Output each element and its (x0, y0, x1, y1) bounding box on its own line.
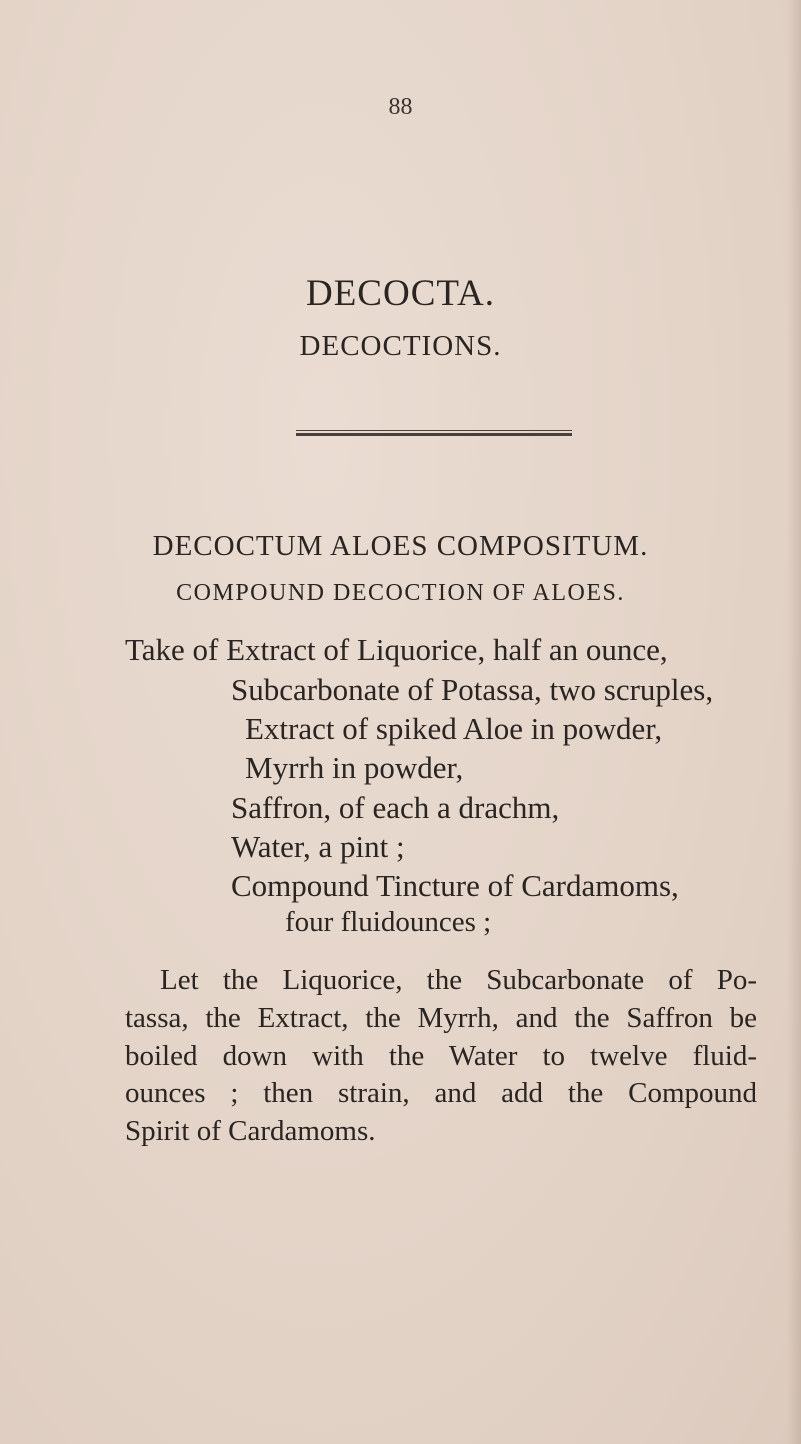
instructions-paragraph (125, 962, 757, 1151)
decorative-rule (296, 430, 572, 438)
instructions-line: Spirit of Cardamoms. (125, 1115, 376, 1148)
page-edge (787, 0, 801, 1444)
instructions-line: Let the Liquorice, the Subcarbonate of Po- (160, 964, 757, 996)
recipe-line: Water, a pint ; (231, 829, 405, 864)
section-title: DECOCTUM ALOES COMPOSITUM. (152, 530, 649, 562)
page-number: 88 (388, 94, 413, 120)
chapter-subtitle: DECOCTIONS. (299, 330, 502, 362)
recipe-line: Saffron, of each a drachm, (231, 790, 560, 825)
recipe-line: Myrrh in powder, (245, 750, 464, 785)
section-subtitle: COMPOUND DECOCTION OF ALOES. (176, 580, 625, 606)
instructions-line: ounces ; then strain, and add the Compound (125, 1077, 757, 1110)
instructions-line: boiled down with the Water to twelve fluid- (125, 1039, 757, 1072)
recipe-line: Compound Tincture of Cardamoms, (231, 868, 679, 903)
recipe-line: Extract of spiked Aloe in powder, (245, 711, 663, 746)
recipe-line: Subcarbonate of Potassa, two scruples, (231, 672, 714, 707)
recipe-line: Take of Extract of Liquorice, half an ounce, (125, 632, 668, 667)
instructions-line: tassa, the Extract, the Myrrh, and the Saffron be (125, 1001, 757, 1034)
chapter-title: DECOCTA. (305, 273, 495, 314)
recipe-line: four fluidounces ; (285, 906, 492, 938)
